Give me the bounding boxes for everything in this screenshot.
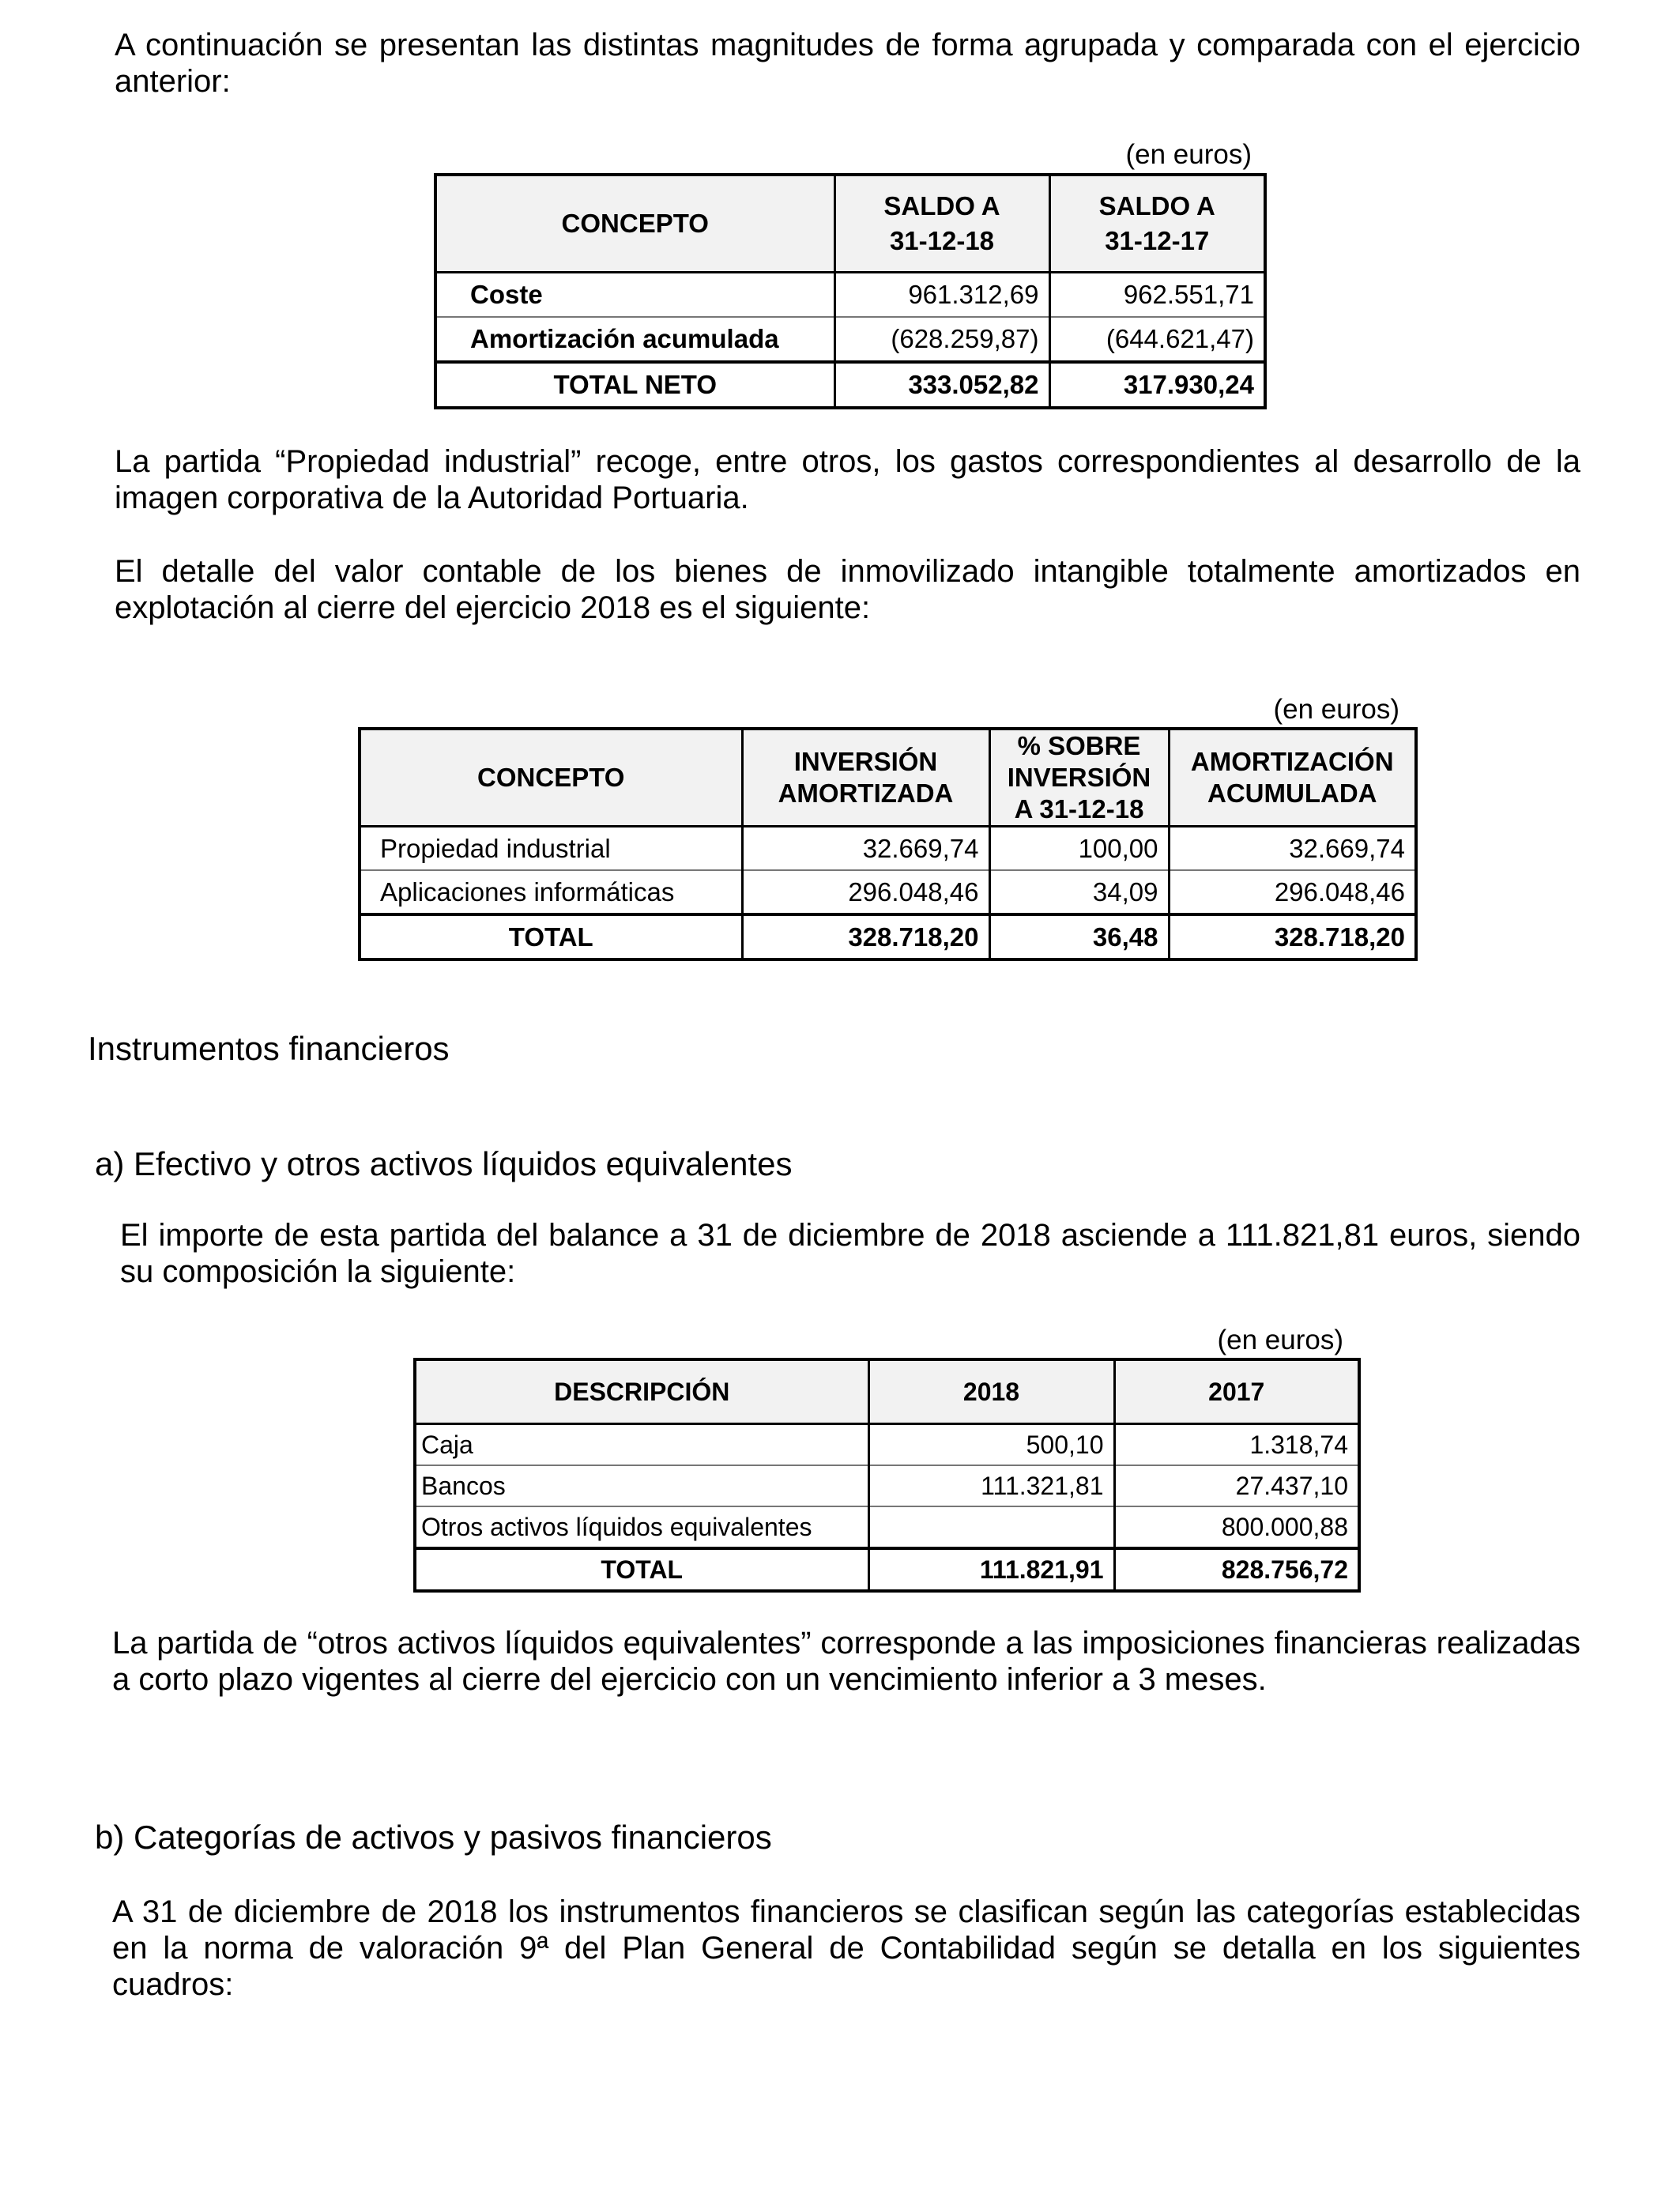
row-pct: 100,00	[989, 827, 1169, 871]
row-label: Caja	[415, 1424, 868, 1466]
row-value-2018: (628.259,87)	[834, 317, 1049, 362]
header-inversion-line1: INVERSIÓN	[793, 747, 938, 776]
header-pct-sobre-inversion	[989, 729, 1169, 827]
row-label: Amortización acumulada	[435, 317, 834, 362]
row-amortizacion: 32.669,74	[1169, 827, 1416, 871]
header-saldo-2018	[834, 175, 1049, 273]
total-row	[415, 1548, 1359, 1591]
detalle-paragraph: El detalle del valor contable de los bienes de inmovilizado intangible totalmente amortizados en explotación al cierre del ejercicio 2018 es el siguiente:	[115, 554, 1580, 625]
row-amortizacion: 296.048,46	[1169, 870, 1416, 914]
total-amortizacion: 328.718,20	[1169, 914, 1416, 959]
row-value-2017: 27.437,10	[1114, 1465, 1359, 1506]
header-2017: 2017	[1114, 1359, 1359, 1424]
header-amortizacion-acumulada	[1169, 729, 1416, 827]
categorias-paragraph: A 31 de diciembre de 2018 los instrumentos financieros se clasifican según las categorías establecidas en la norma de valoración 9ª del Plan General de Contabilidad según se detalla en los siguientes cuadros:	[112, 1894, 1580, 2002]
total-value-2017: 317.930,24	[1049, 362, 1265, 408]
otros-activos-paragraph: La partida de “otros activos líquidos equivalentes” corresponde a las imposiciones financieras realizadas a corto plazo vigentes al cierre del ejercicio con un vencimiento inferior a 3 meses.	[112, 1626, 1580, 1697]
row-label: Bancos	[415, 1465, 868, 1506]
total-row	[435, 362, 1265, 408]
subsection-b-title: b) Categorías de activos y pasivos financieros	[95, 1819, 772, 1856]
section-title: Instrumentos financieros	[88, 1030, 450, 1067]
total-value-2017: 828.756,72	[1114, 1548, 1359, 1591]
table-row	[415, 1465, 1359, 1506]
fully-amortized-table	[358, 727, 1418, 961]
total-label: TOTAL	[415, 1548, 868, 1591]
row-value-2017: 1.318,74	[1114, 1424, 1359, 1466]
header-amort-line2: ACUMULADA	[1207, 778, 1377, 808]
header-saldo-2017-line2: 31-12-17	[1105, 226, 1210, 255]
header-saldo-2017-line1: SALDO A	[1098, 191, 1215, 221]
row-value-2018: 961.312,69	[834, 273, 1049, 318]
row-inversion: 296.048,46	[742, 870, 989, 914]
row-label: Aplicaciones informáticas	[360, 870, 742, 914]
table-row	[435, 317, 1265, 362]
row-label: Otros activos líquidos equivalentes	[415, 1506, 868, 1548]
header-saldo-2018-line2: 31-12-18	[889, 226, 995, 255]
table-row	[360, 870, 1416, 914]
header-descripcion: DESCRIPCIÓN	[415, 1359, 868, 1424]
row-value-2017: 962.551,71	[1049, 273, 1265, 318]
row-value-2017: 800.000,88	[1114, 1506, 1359, 1548]
table3-unit: (en euros)	[1217, 1325, 1343, 1355]
table-row	[360, 827, 1416, 871]
header-pct-line2: INVERSIÓN	[1007, 763, 1151, 792]
table-row	[415, 1506, 1359, 1548]
header-inversion-amortizada	[742, 729, 989, 827]
propiedad-paragraph: La partida “Propiedad industrial” recoge, entre otros, los gastos correspondientes al desarrollo de la imagen corporativa de la Autoridad Portuaria.	[115, 444, 1580, 515]
total-row	[360, 914, 1416, 959]
importe-paragraph: El importe de esta partida del balance a 31 de diciembre de 2018 asciende a 111.821,81 euros, siendo su composición la siguiente:	[120, 1218, 1580, 1289]
table-row	[435, 273, 1265, 318]
total-inversion: 328.718,20	[742, 914, 989, 959]
row-value-2018: 111.321,81	[868, 1465, 1114, 1506]
table1-unit: (en euros)	[1125, 139, 1252, 170]
total-label: TOTAL	[360, 914, 742, 959]
header-2018: 2018	[868, 1359, 1114, 1424]
header-inversion-line2: AMORTIZADA	[778, 778, 954, 808]
header-concepto: CONCEPTO	[435, 175, 834, 273]
header-pct-line1: % SOBRE	[1017, 731, 1141, 760]
row-inversion: 32.669,74	[742, 827, 989, 871]
header-pct-line3: A 31-12-18	[1014, 794, 1144, 824]
total-label: TOTAL NETO	[435, 362, 834, 408]
net-balance-table	[434, 173, 1267, 409]
subsection-a-title: a) Efectivo y otros activos líquidos equivalentes	[95, 1145, 793, 1182]
row-label: Propiedad industrial	[360, 827, 742, 871]
total-value-2018: 333.052,82	[834, 362, 1049, 408]
row-label: Coste	[435, 273, 834, 318]
table2-unit: (en euros)	[1273, 694, 1399, 725]
intro-paragraph: A continuación se presentan las distintas magnitudes de forma agrupada y comparada con el ejercicio anterior:	[115, 28, 1580, 99]
cash-composition-table	[413, 1358, 1361, 1593]
header-saldo-2018-line1: SALDO A	[883, 191, 1000, 221]
row-pct: 34,09	[989, 870, 1169, 914]
row-value-2018	[868, 1506, 1114, 1548]
header-concepto: CONCEPTO	[360, 729, 742, 827]
row-value-2017: (644.621,47)	[1049, 317, 1265, 362]
total-pct: 36,48	[989, 914, 1169, 959]
header-amort-line1: AMORTIZACIÓN	[1190, 747, 1394, 776]
header-saldo-2017	[1049, 175, 1265, 273]
row-value-2018: 500,10	[868, 1424, 1114, 1466]
table-row	[415, 1424, 1359, 1466]
total-value-2018: 111.821,91	[868, 1548, 1114, 1591]
